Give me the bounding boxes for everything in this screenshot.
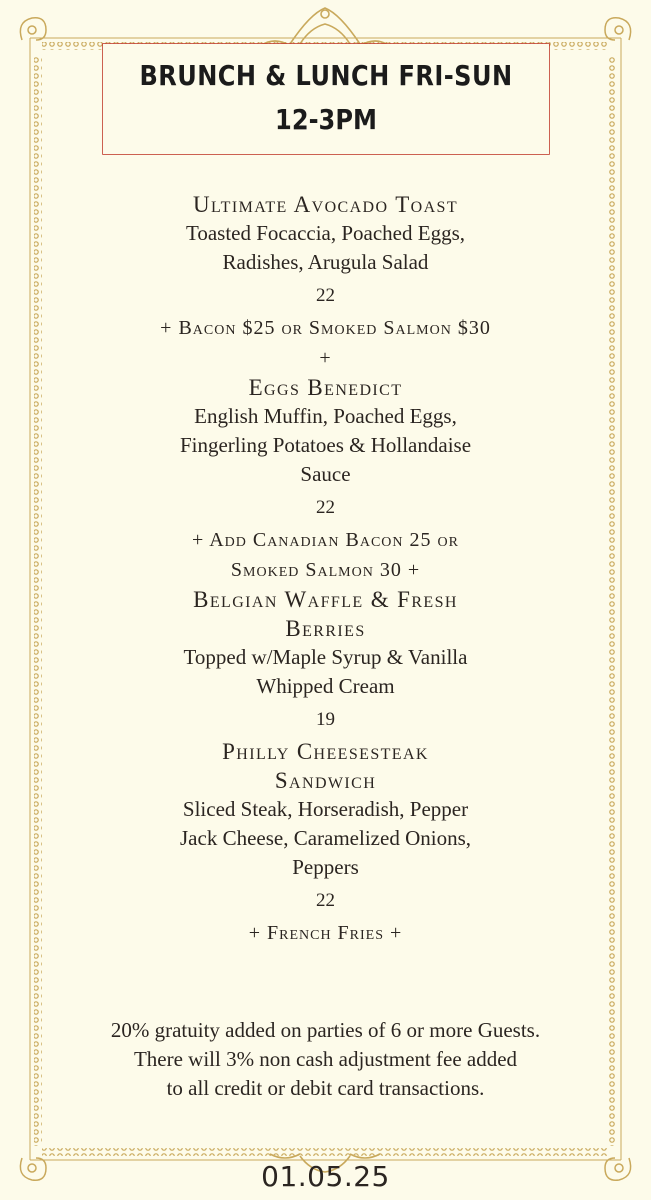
menu-item-description: Sliced Steak, Horseradish, Pepper [182, 797, 469, 821]
note-line: There will 3% non cash adjustment fee added [133, 1047, 518, 1071]
menu-item-description: English Muffin, Poached Eggs, [194, 404, 457, 428]
menu-item-description: Jack Cheese, Caramelized Onions, [180, 826, 471, 850]
menu-item-description: Whipped Cream [256, 674, 395, 698]
menu-date: 01.05.25 [261, 1160, 390, 1193]
menu-item [60, 373, 591, 585]
menu-item-name: Ultimate Avocado Toast [192, 192, 459, 217]
menu-item-name: Philly Cheesesteak [222, 739, 429, 764]
header-box [103, 44, 549, 154]
menu-item-name: Berries [285, 616, 366, 641]
menu-item-addon: Smoked Salmon 30 + [230, 559, 421, 581]
header-hours: 12-3PM [275, 103, 377, 136]
menu-item [60, 585, 591, 731]
menu-item-addon: + Add Canadian Bacon 25 or [192, 529, 459, 551]
menu-item-description: Sauce [300, 462, 351, 486]
menu-list [60, 190, 591, 948]
note-line: 20% gratuity added on parties of 6 or more Guests. [110, 1018, 541, 1042]
menu-item [60, 737, 591, 948]
menu-item-price: 22 [316, 890, 335, 911]
gratuity-note [40, 1016, 611, 1103]
menu-item-name: Belgian Waffle & Fresh [193, 587, 458, 612]
menu-item-description: Topped w/Maple Syrup & Vanilla [183, 645, 468, 669]
menu-item-addon: + Bacon $25 or Smoked Salmon $30 [160, 317, 491, 339]
menu-item-price: 22 [316, 285, 335, 306]
menu-item-name: Eggs Benedict [248, 375, 403, 400]
note-line: to all credit or debit card transactions. [166, 1076, 485, 1100]
menu-item [60, 190, 591, 373]
menu-item-addon: + [319, 347, 332, 369]
menu-item-price: 19 [316, 709, 335, 730]
header-title: BRUNCH & LUNCH FRI-SUN [139, 59, 513, 92]
menu-item-price: 22 [316, 497, 335, 518]
menu-item-description: Toasted Focaccia, Poached Eggs, [185, 221, 466, 245]
menu-item-description: Fingerling Potatoes & Hollandaise [179, 433, 472, 457]
menu-item-description: Peppers [292, 855, 359, 879]
menu-item-description: Radishes, Arugula Salad [222, 250, 429, 274]
menu-item-addon: + French Fries + [248, 922, 403, 944]
menu-item-name: Sandwich [274, 768, 377, 793]
